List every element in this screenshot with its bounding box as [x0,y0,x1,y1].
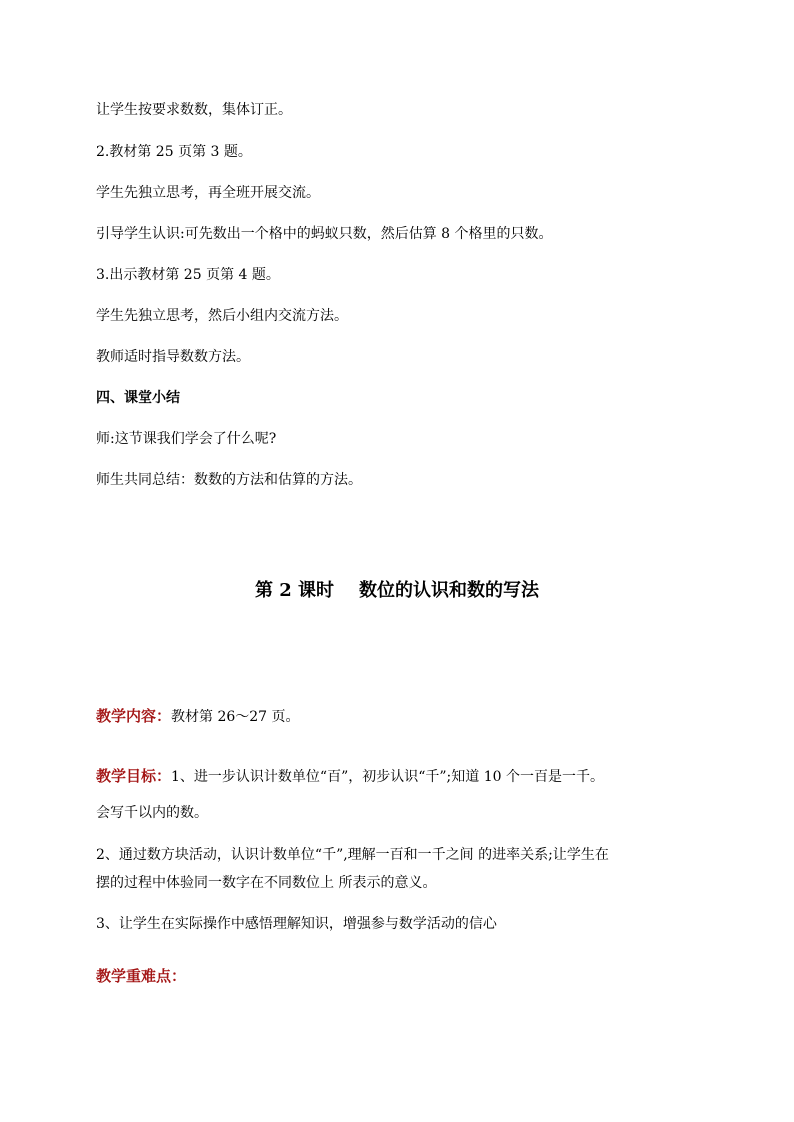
content-label: 教学内容： [96,707,172,725]
summary-heading: 四、课堂小结 [96,390,180,406]
goal-line-5: 3、让学生在实际操作中感悟理解知识，增强参与数学活动的信心 [96,916,497,932]
goal-line-4: 摆的过程中体验同一数字在不同数位上 所表示的意义。 [96,875,437,891]
paragraph-guide-estimation: 引导学生认识:可先数出一个格中的蚂蚁只数，然后估算 8 个格里的只数。 [96,226,553,242]
paragraph-independent-thinking: 学生先独立思考，再全班开展交流。 [96,185,320,201]
paragraph-group-discussion: 学生先独立思考，然后小组内交流方法。 [96,308,348,324]
paragraph-count-practice: 让学生按要求数数，集体订正。 [96,102,292,118]
goals-paragraph [96,766,604,787]
difficulty-label: 教学重难点： [96,967,187,985]
goal-line-2: 会写千以内的数。 [96,805,208,821]
summary-conclusion: 师生共同总结：数数的方法和估算的方法。 [96,472,362,488]
paragraph-teacher-guidance: 教师适时指导数数方法。 [96,349,250,365]
difficulty-paragraph [96,966,186,987]
content-text: 教材第 26～27 页。 [171,709,300,725]
summary-question: 师:这节课我们学会了什么呢? [96,431,277,447]
paragraph-exercise-3: 2.教材第 25 页第 3 题。 [96,144,252,160]
lesson-title: 第 2 课时 数位的认识和数的写法 [254,580,540,601]
paragraph-exercise-4: 3.出示教材第 25 页第 4 题。 [96,267,280,283]
content-paragraph [96,706,300,727]
goal-line-3: 2、通过数方块活动，认识计数单位“千”,理解一百和一千之间 的进率关系;让学生在 [96,847,609,863]
goal-line-1: 1、进一步认识计数单位“百”，初步认识“千”;知道 10 个一百是一千。 [171,769,604,785]
goals-label: 教学目标： [96,767,172,785]
